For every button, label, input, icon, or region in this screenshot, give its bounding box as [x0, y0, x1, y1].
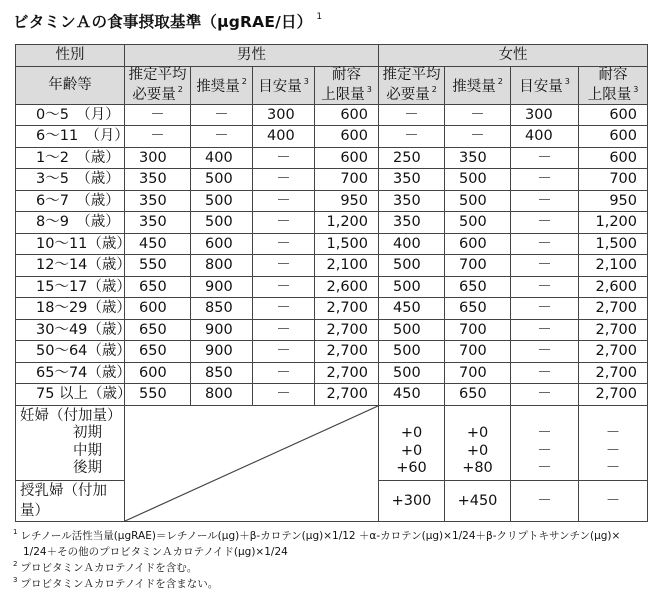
f-ear-cell: 450 [379, 384, 445, 406]
age-cell: 10～11（歳） [16, 233, 125, 255]
m-ul-cell: 1,500 [315, 233, 379, 255]
table-row [16, 276, 648, 298]
m-ul-cell: 600 [315, 104, 379, 126]
m-rda-cell: 900 [191, 319, 253, 341]
age-cell: 1～2 （歳） [16, 147, 125, 169]
m-ul-cell: 2,700 [315, 384, 379, 406]
m-ul-cell: 2,700 [315, 298, 379, 320]
age-cell: 50～64（歳） [16, 341, 125, 363]
lactating-rda-cell: +450 [445, 480, 511, 521]
f-ul-cell: 1,200 [579, 212, 648, 234]
f-rda-cell: 350 [445, 147, 511, 169]
f-ear-cell: 350 [379, 212, 445, 234]
table-row [16, 319, 648, 341]
m-ear-cell: 650 [125, 341, 191, 363]
header-male-rda: 推奨量 $^2$ [191, 66, 253, 104]
table-row [16, 298, 648, 320]
m-ai-cell: － [253, 190, 315, 212]
m-ear-cell: 350 [125, 190, 191, 212]
lactating-label: 授乳婦（付加量） [16, 480, 125, 521]
f-rda-cell: 500 [445, 212, 511, 234]
m-rda-cell: 500 [191, 190, 253, 212]
footnote-1-line-2: 1/24＋その他のプロビタミンＡカロテノイド(μg)×1/24 [23, 546, 288, 558]
pregnant-row [16, 405, 648, 480]
f-rda-cell: － [445, 104, 511, 126]
m-ear-cell: － [125, 126, 191, 148]
age-cell: 6～11 （月） [16, 126, 125, 148]
m-ai-cell: － [253, 255, 315, 277]
age-cell: 65～74（歳） [16, 362, 125, 384]
vitamin-a-table [15, 44, 648, 522]
male-na-diagonal [125, 405, 379, 521]
f-ear-cell: 350 [379, 190, 445, 212]
f-ear-cell: 250 [379, 147, 445, 169]
header-age: 年齢等 [16, 66, 125, 104]
table-row [16, 384, 648, 406]
f-ai-cell: － [511, 169, 579, 191]
m-ul-cell: 1,200 [315, 212, 379, 234]
f-ear-cell: 500 [379, 276, 445, 298]
f-ear-cell: 400 [379, 233, 445, 255]
header-female-ear: 推定平均 必要量 $^2$ [379, 66, 445, 104]
f-rda-cell: 700 [445, 319, 511, 341]
f-ai-cell: － [511, 276, 579, 298]
age-cell: 8～9 （歳） [16, 212, 125, 234]
table-row [16, 147, 648, 169]
f-rda-cell: 700 [445, 341, 511, 363]
f-rda-cell: － [445, 126, 511, 148]
m-ear-cell: 550 [125, 384, 191, 406]
m-ear-cell: 600 [125, 362, 191, 384]
f-ai-cell: － [511, 212, 579, 234]
header-male-ear: 推定平均 必要量 $^2$ [125, 66, 191, 104]
header-sex: 性別 [16, 45, 125, 67]
m-ear-cell: 350 [125, 212, 191, 234]
f-ul-cell: 600 [579, 126, 648, 148]
lactating-ai-cell: － [511, 480, 579, 521]
footnote-3: $^3$ プロビタミンＡカロテノイドを含まない。 [13, 575, 219, 590]
m-rda-cell: 600 [191, 233, 253, 255]
header-row-sex [16, 45, 648, 67]
m-ear-cell: 650 [125, 319, 191, 341]
m-rda-cell: 800 [191, 384, 253, 406]
m-ear-cell: 550 [125, 255, 191, 277]
f-rda-cell: 500 [445, 190, 511, 212]
m-ul-cell: 2,600 [315, 276, 379, 298]
f-ul-cell: 2,700 [579, 319, 648, 341]
pregnant-ear-cell: +0 +0 +60 [379, 405, 445, 480]
m-ear-cell: 650 [125, 276, 191, 298]
f-ul-cell: 1,500 [579, 233, 648, 255]
header-female-ul: 耐容 上限量 $^3$ [579, 66, 648, 104]
table-row [16, 104, 648, 126]
pregnant-ul-cell: － － － [579, 405, 648, 480]
f-ul-cell: 600 [579, 147, 648, 169]
m-rda-cell: 500 [191, 169, 253, 191]
m-ai-cell: － [253, 362, 315, 384]
f-ai-cell: － [511, 190, 579, 212]
lactating-ear-cell: +300 [379, 480, 445, 521]
table-row [16, 341, 648, 363]
m-ul-cell: 2,700 [315, 319, 379, 341]
f-ai-cell: 400 [511, 126, 579, 148]
f-rda-cell: 500 [445, 169, 511, 191]
m-ear-cell: 350 [125, 169, 191, 191]
header-row-categories [16, 66, 648, 104]
m-ai-cell: 300 [253, 104, 315, 126]
footnote-1-line-1: $^1$ レチノール活性当量(μgRAE)＝レチノール(μg)＋β-カロテン(μg)×1/12 ＋α-カロテン(μg)×1/24＋β-クリプトキサンチン(μg)× [13, 527, 621, 542]
age-cell: 0～5 （月） [16, 104, 125, 126]
m-ai-cell: － [253, 384, 315, 406]
m-ul-cell: 600 [315, 126, 379, 148]
m-ai-cell: － [253, 319, 315, 341]
f-ear-cell: 500 [379, 319, 445, 341]
m-ul-cell: 2,100 [315, 255, 379, 277]
header-male: 男性 [125, 45, 379, 67]
f-ear-cell: 350 [379, 169, 445, 191]
m-ear-cell: 450 [125, 233, 191, 255]
m-ai-cell: － [253, 147, 315, 169]
age-cell: 30～49（歳） [16, 319, 125, 341]
pregnant-rda-cell: +0 +0 +80 [445, 405, 511, 480]
m-ear-cell: 600 [125, 298, 191, 320]
m-ai-cell: － [253, 233, 315, 255]
table-row [16, 126, 648, 148]
title-text: ビタミンＡの食事摂取基準（μgRAE/日） [13, 13, 313, 31]
m-rda-cell: 850 [191, 362, 253, 384]
table-row [16, 233, 648, 255]
f-ul-cell: 700 [579, 169, 648, 191]
f-ai-cell: － [511, 362, 579, 384]
f-ai-cell: － [511, 319, 579, 341]
age-cell: 6～7 （歳） [16, 190, 125, 212]
pregnant-ai-cell: － － － [511, 405, 579, 480]
m-rda-cell: － [191, 104, 253, 126]
pregnant-late-label: 後期 [73, 460, 102, 476]
f-ul-cell: 950 [579, 190, 648, 212]
f-ul-cell: 2,700 [579, 384, 648, 406]
m-rda-cell: 800 [191, 255, 253, 277]
f-ai-cell: － [511, 384, 579, 406]
m-ul-cell: 2,700 [315, 341, 379, 363]
m-ai-cell: － [253, 169, 315, 191]
m-ear-cell: － [125, 104, 191, 126]
f-ai-cell: － [511, 341, 579, 363]
f-ai-cell: － [511, 255, 579, 277]
age-cell: 75 以上（歳） [16, 384, 125, 406]
age-cell: 12～14（歳） [16, 255, 125, 277]
f-ear-cell: 500 [379, 341, 445, 363]
f-ai-cell: － [511, 298, 579, 320]
header-female-rda: 推奨量 $^2$ [445, 66, 511, 104]
m-ai-cell: － [253, 212, 315, 234]
table-row [16, 190, 648, 212]
f-rda-cell: 700 [445, 255, 511, 277]
m-ul-cell: 2,700 [315, 362, 379, 384]
age-cell: 15～17（歳） [16, 276, 125, 298]
f-ear-cell: － [379, 126, 445, 148]
m-rda-cell: 400 [191, 147, 253, 169]
m-ai-cell: － [253, 341, 315, 363]
table-row [16, 212, 648, 234]
pregnant-early-label: 初期 [73, 425, 102, 441]
m-ear-cell: 300 [125, 147, 191, 169]
f-ul-cell: 2,700 [579, 298, 648, 320]
f-ai-cell: － [511, 233, 579, 255]
f-ul-cell: 600 [579, 104, 648, 126]
footnote-2: $^2$ プロビタミンＡカロテノイドを含む。 [13, 559, 198, 574]
title-note: 1 [316, 11, 323, 22]
m-rda-cell: 850 [191, 298, 253, 320]
m-ul-cell: 600 [315, 147, 379, 169]
pregnant-label: 妊婦（付加量） 初期 中期 後期 [16, 405, 125, 480]
f-rda-cell: 600 [445, 233, 511, 255]
m-rda-cell: 500 [191, 212, 253, 234]
f-rda-cell: 700 [445, 362, 511, 384]
f-ul-cell: 2,700 [579, 362, 648, 384]
f-rda-cell: 650 [445, 298, 511, 320]
f-ul-cell: 2,600 [579, 276, 648, 298]
table-row [16, 169, 648, 191]
header-female-ai: 目安量 $^3$ [511, 66, 579, 104]
f-ear-cell: 500 [379, 255, 445, 277]
f-ear-cell: － [379, 104, 445, 126]
f-rda-cell: 650 [445, 276, 511, 298]
lactating-ul-cell: － [579, 480, 648, 521]
header-female: 女性 [379, 45, 648, 67]
m-ul-cell: 950 [315, 190, 379, 212]
f-rda-cell: 650 [445, 384, 511, 406]
table-row [16, 255, 648, 277]
m-ai-cell: 400 [253, 126, 315, 148]
f-ai-cell: 300 [511, 104, 579, 126]
age-cell: 18～29（歳） [16, 298, 125, 320]
m-ai-cell: － [253, 298, 315, 320]
m-rda-cell: 900 [191, 341, 253, 363]
age-cell: 3～5 （歳） [16, 169, 125, 191]
m-ai-cell: － [253, 276, 315, 298]
diagonal-line [125, 406, 378, 521]
f-ear-cell: 500 [379, 362, 445, 384]
f-ear-cell: 450 [379, 298, 445, 320]
header-male-ai: 目安量 $^3$ [253, 66, 315, 104]
f-ul-cell: 2,700 [579, 341, 648, 363]
m-ul-cell: 700 [315, 169, 379, 191]
table-row [16, 362, 648, 384]
header-male-ul: 耐容 上限量 $^3$ [315, 66, 379, 104]
m-rda-cell: － [191, 126, 253, 148]
table-title [13, 10, 322, 32]
f-ai-cell: － [511, 147, 579, 169]
f-ul-cell: 2,100 [579, 255, 648, 277]
m-rda-cell: 900 [191, 276, 253, 298]
pregnant-mid-label: 中期 [73, 442, 102, 459]
